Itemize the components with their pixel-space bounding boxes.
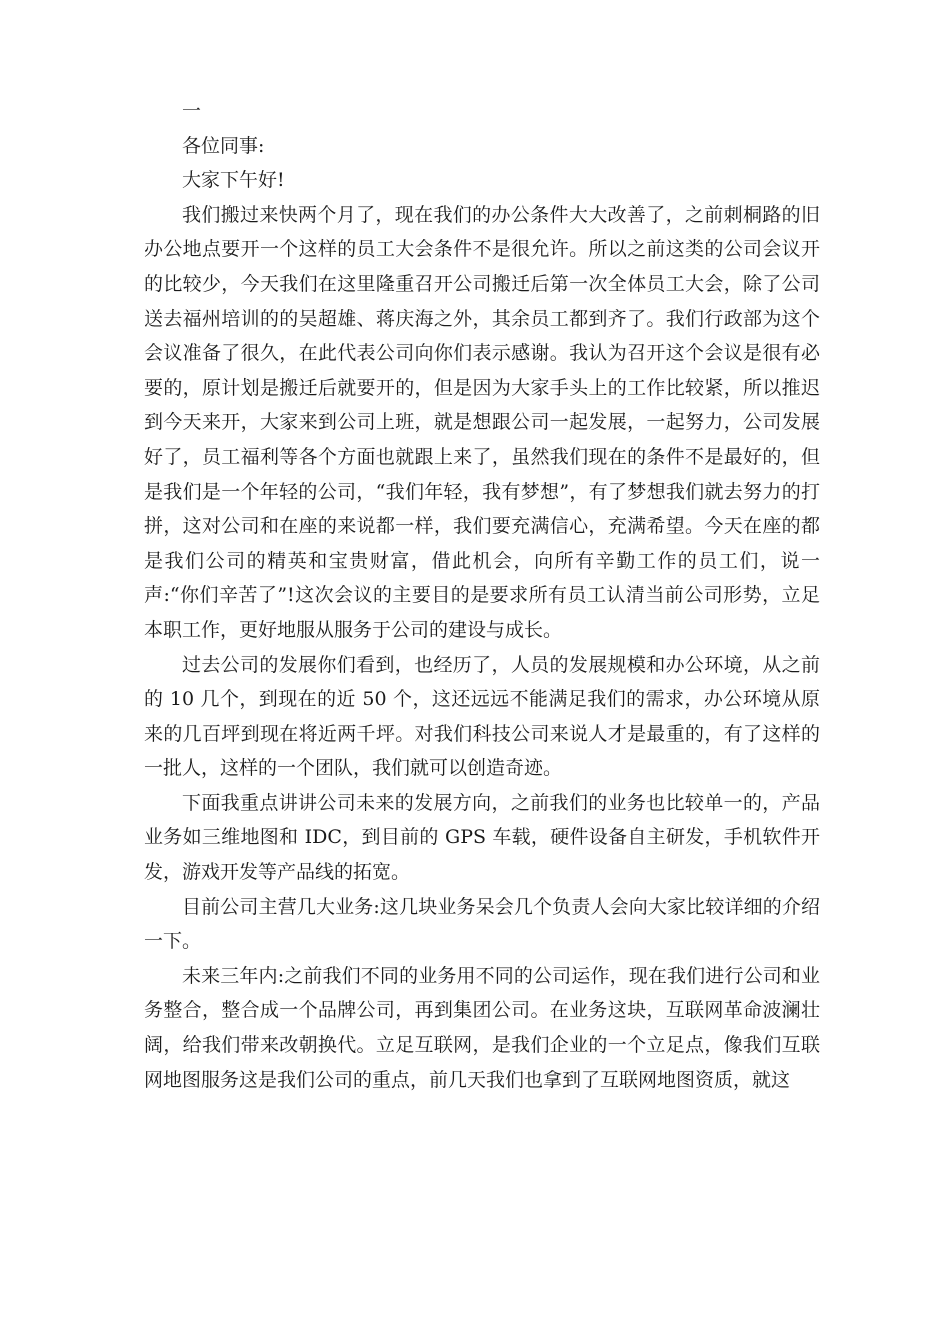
heading: 一: [182, 100, 202, 122]
paragraph-3: 下面我重点讲讲公司未来的发展方向，之前我们的业务也比较单一的，产品业务如三维地图和 IDC，到目前的 GPS 车载，硬件设备自主研发，手机软件开发，游戏开发等产品线的拓宽。: [144, 791, 820, 884]
paragraph-1: 我们搬过来快两个月了，现在我们的办公条件大大改善了，之前刺桐路的旧办公地点要开一个这样的员工大会条件不是很允许。所以之前这类的公司会议开的比较少，今天我们在这里隆重召开公司搬迁后第一次全体员工大会，除了公司送去福州培训的的吴超雄、蒋庆海之外，其余员工都到齐了。我们行政部为这个会议准备了很久，在此代表公司向你们表示感谢。我认为召开这个会议是很有必要的，原计划是搬迁后就要开的，但是因为大家手头上的工作比较紧，所以推迟到今天来开，大家来到公司上班，就是想跟公司一起发展，一起努力，公司发展好了，员工福利等各个方面也就跟上来了，虽然我们现在的条件不是最好的，但是我们是一个年轻的公司，“我们年轻，我有梦想”，有了梦想我们就去努力的打拼，这对公司和在座的来说都一样，我们要充满信心，充满希望。今天在座的都是我们公司的精英和宝贵财富，借此机会，向所有辛勤工作的员工们，说一声:“你们辛苦了”!这次会议的主要目的是要求所有员工认清当前公司形势，立足本职工作，更好地服从服务于公司的建设与成长。: [144, 203, 820, 641]
paragraph-2: 过去公司的发展你们看到，也经历了，人员的发展规模和办公环境，从之前的 10 几个，到现在的近 50 个，这还远远不能满足我们的需求，办公环境从原来的几百坪到现在将近两千坪。对我们科技公司来说人才是最重的，有了这样的一批人，这样的一个团队，我们就可以创造奇迹。: [144, 653, 820, 780]
paragraph-4: 目前公司主营几大业务:这几块业务呆会几个负责人会向大家比较详细的介绍一下。: [144, 895, 820, 953]
greeting: 大家下午好!: [182, 169, 285, 192]
salutation: 各位同事:: [182, 134, 265, 157]
document-body: [144, 94, 820, 1097]
paragraph-5: 未来三年内:之前我们不同的业务用不同的公司运作，现在我们进行公司和业务整合，整合成一个品牌公司，再到集团公司。在业务这块，互联网革命波澜壮阔，给我们带来改朝换代。立足互联网，是我们企业的一个立足点，像我们互联网地图服务这是我们公司的重点，前几天我们也拿到了互联网地图资质，就这: [144, 964, 820, 1091]
